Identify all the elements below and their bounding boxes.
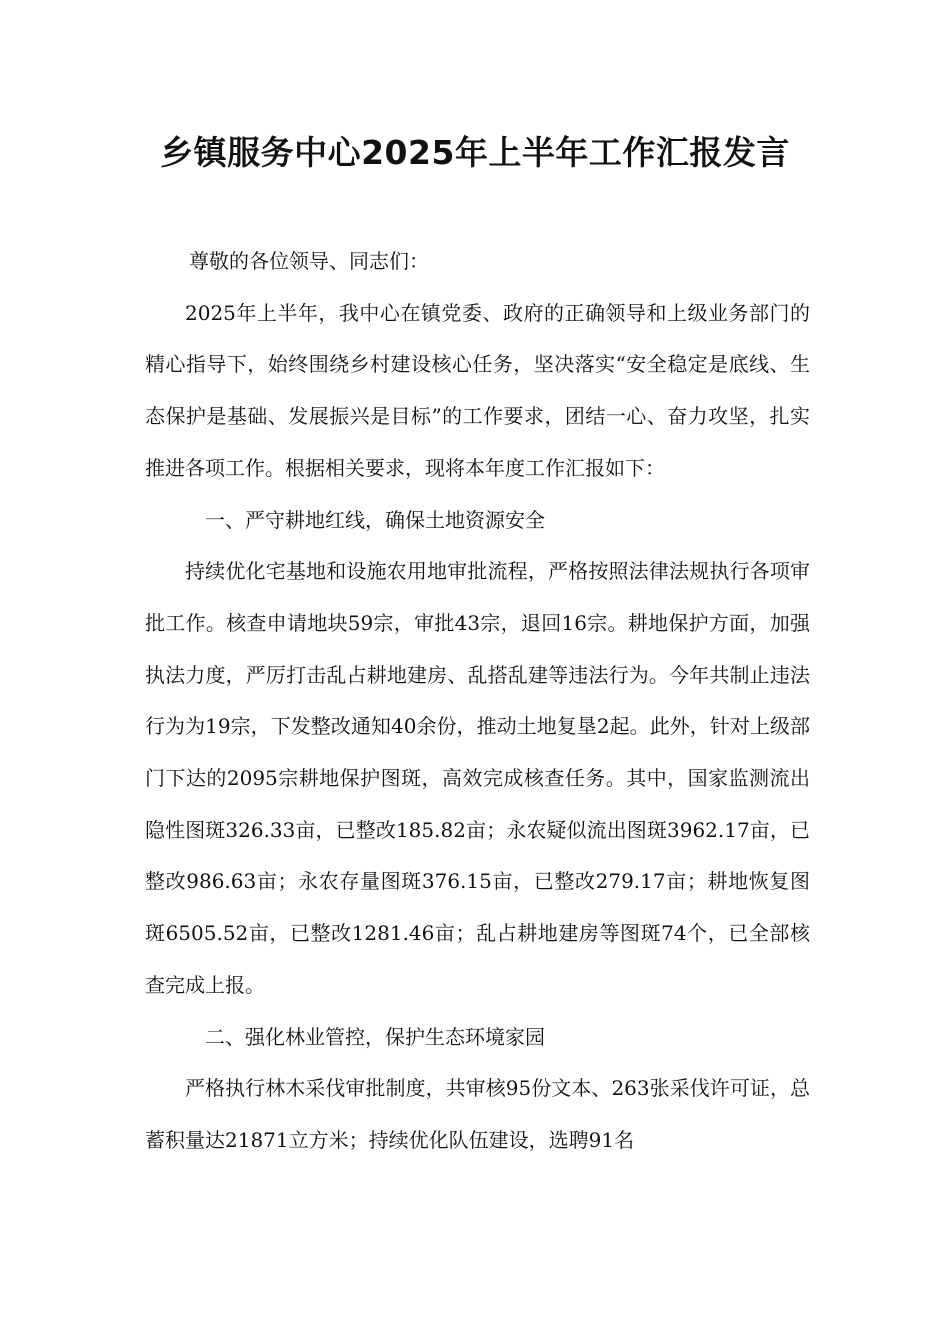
greeting: 尊敬的各位领导、同志们： xyxy=(189,249,429,273)
intro-paragraph: 2025年上半年，我中心在镇党委、政府的正确领导和上级业务部门的精心指导下，始终围绕乡村建设核心任务，坚决落实“安全稳定是底线、生态保护是基础、发展振兴是目标”的工作要求，团结一心、奋力攻坚，扎实推进各项工作。根据相关要求，现将本年度工作汇报如下： xyxy=(145,300,810,480)
section-heading-2: 二、强化林业管控，保护生态环境家园 xyxy=(205,1024,545,1049)
document-title: 乡镇服务中心2025年上半年工作汇报发言 xyxy=(160,133,790,172)
section-2-paragraph: 严格执行林木采伐审批制度，共审核95份文本、263张采伐许可证，总蓄积量达21871立方米；持续优化队伍建设，选聘91名 xyxy=(145,1076,810,1152)
section-1-paragraph: 持续优化宅基地和设施农用地审批流程，严格按照法律法规执行各项审批工作。核查申请地块59宗，审批43宗，退回16宗。耕地保护方面，加强执法力度，严厉打击乱占耕地建房、乱搭乱建等违法行为。今年共制止违法行为为19宗，下发整改通知40余份，推动土地复垦2起。此外，针对上级部门下达的2095宗耕地保护图斑，高效完成核查任务。其中，国家监测流出隐性图斑326.33亩，已整改185.82亩；永农疑似流出图斑3962.17亩，已整改986.63亩；永农存量图斑376.15亩，已整改279.17亩；耕地恢复图斑6505.52亩，已整改1281.46亩；乱占耕地建房等图斑74个，已全部核查完成上报。 xyxy=(145,559,810,997)
section-heading-1: 一、严守耕地红线，确保土地资源安全 xyxy=(205,507,545,532)
document-body xyxy=(145,236,810,1167)
